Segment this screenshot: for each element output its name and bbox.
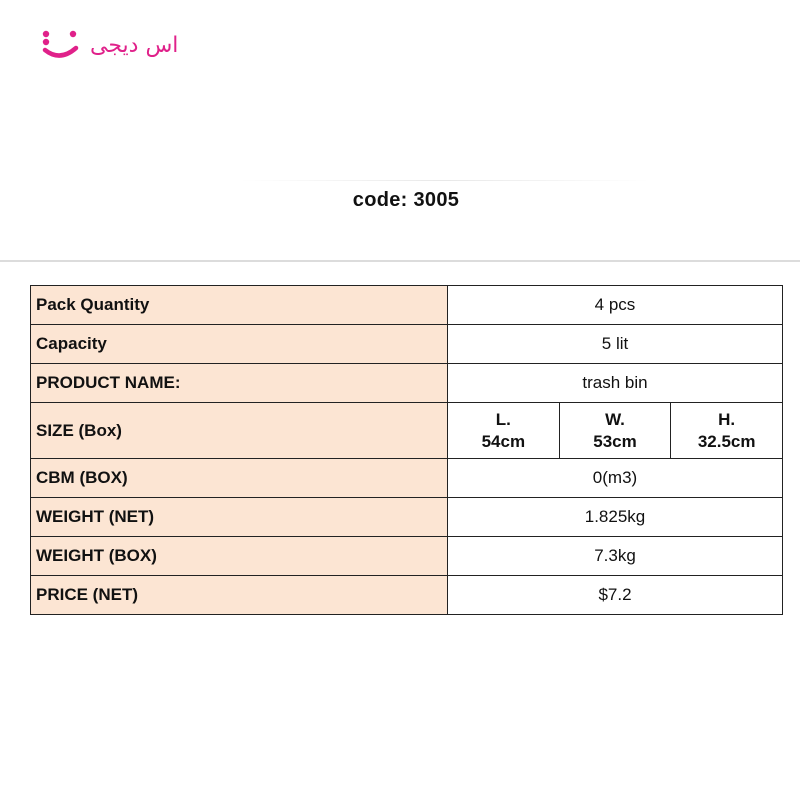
row-label: Capacity [31,325,448,364]
row-label: PRODUCT NAME: [31,364,448,403]
table-row-capacity [31,325,783,364]
size-height-label: H. [718,409,736,429]
table-row-size-box [31,403,783,459]
row-value: 5 lit [448,325,783,364]
section-divider [0,260,800,262]
smile-logo-icon [40,28,82,62]
row-value: $7.2 [448,576,783,615]
row-label: Pack Quantity [31,286,448,325]
row-value: 7.3kg [448,537,783,576]
size-length-value: 54cm [481,431,526,451]
row-label: WEIGHT (BOX) [31,537,448,576]
spec-table [30,285,783,615]
table-row-cbm-box [31,459,783,498]
product-code: code: 3005 [352,189,460,211]
size-width-cell [559,403,671,459]
row-value: 4 pcs [448,286,783,325]
row-value: trash bin [448,364,783,403]
row-label: PRICE (NET) [31,576,448,615]
brand-logo [40,28,178,62]
row-label: CBM (BOX) [31,459,448,498]
table-row-price-net [31,576,783,615]
brand-text: اس دیجی [90,32,179,58]
row-label: WEIGHT (NET) [31,498,448,537]
size-width-label: W. [605,409,625,429]
code-top-rule [240,180,650,181]
size-height-cell [671,403,783,459]
table-row-weight-box [31,537,783,576]
size-length-label: L. [495,409,511,429]
size-width-value: 53cm [593,431,637,451]
size-length-cell [448,403,560,459]
table-row-weight-net [31,498,783,537]
row-value: 1.825kg [448,498,783,537]
row-value: 0(m3) [448,459,783,498]
table-row-pack-quantity [31,286,783,325]
row-label: SIZE (Box) [31,403,448,459]
size-height-value: 32.5cm [697,431,756,451]
table-row-product-name [31,364,783,403]
